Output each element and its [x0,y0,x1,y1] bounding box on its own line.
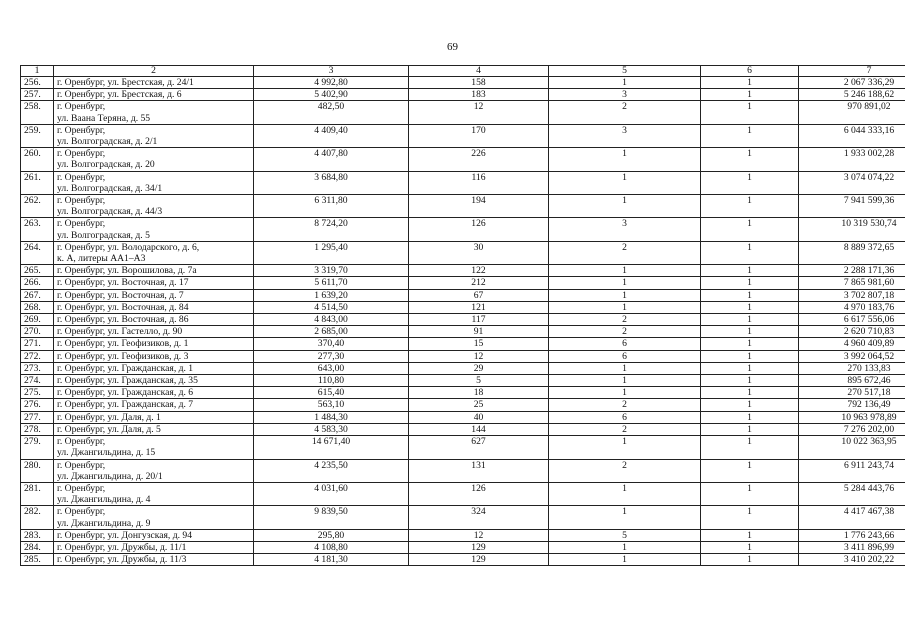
cost-cell: 5 284 443,76 [799,482,905,505]
address-cell: г. Оренбург, ул. Дружбы, д. 11/1 [54,541,254,553]
value-cell: 1 [701,506,799,529]
area-cell: 3 319,70 [254,265,409,277]
header-cell: 5 [549,66,701,77]
address-cell: г. Оренбург, ул. Джангильдина, д. 20/1 [54,459,254,482]
area-cell: 1 639,20 [254,289,409,301]
area-cell: 14 671,40 [254,436,409,459]
row-number-cell: 266. [21,277,54,289]
table-row [21,423,905,435]
row-number-cell: 273. [21,362,54,374]
table-row [21,101,905,124]
address-cell: г. Оренбург, ул. Даля, д. 1 [54,411,254,423]
count-cell: 126 [409,482,549,505]
count-cell: 226 [409,148,549,171]
cost-cell: 6 044 333,16 [799,124,905,147]
value-cell: 1 [549,541,701,553]
cost-cell: 2 288 171,36 [799,265,905,277]
cost-cell: 270 517,18 [799,387,905,399]
value-cell: 1 [701,529,799,541]
table-row [21,314,905,326]
cost-cell: 3 411 896,99 [799,541,905,553]
count-cell: 212 [409,277,549,289]
value-cell: 2 [549,326,701,338]
value-cell: 1 [701,423,799,435]
area-cell: 277,30 [254,350,409,362]
value-cell: 1 [549,277,701,289]
table-row [21,148,905,171]
address-cell: г. Оренбург, ул. Гражданская, д. 35 [54,375,254,387]
address-cell: г. Оренбург, ул. Дружбы, д. 11/3 [54,554,254,566]
row-number-cell: 269. [21,314,54,326]
table-row [21,301,905,313]
value-cell: 1 [701,436,799,459]
value-cell: 1 [549,301,701,313]
area-cell: 1 484,30 [254,411,409,423]
area-cell: 110,80 [254,375,409,387]
area-cell: 295,80 [254,529,409,541]
count-cell: 129 [409,541,549,553]
table-row [21,436,905,459]
row-number-cell: 265. [21,265,54,277]
address-cell: г. Оренбург, ул. Ваана Теряна, д. 55 [54,101,254,124]
count-cell: 91 [409,326,549,338]
row-number-cell: 263. [21,218,54,241]
count-cell: 121 [409,301,549,313]
address-cell: г. Оренбург, ул. Гражданская, д. 6 [54,387,254,399]
count-cell: 122 [409,265,549,277]
table-row [21,326,905,338]
cost-cell: 2 067 336,29 [799,77,905,89]
value-cell: 1 [701,241,799,264]
row-number-cell: 282. [21,506,54,529]
table-row [21,77,905,89]
value-cell: 1 [701,362,799,374]
row-number-cell: 268. [21,301,54,313]
area-cell: 4 235,50 [254,459,409,482]
value-cell: 5 [549,529,701,541]
cost-cell: 1 776 243,66 [799,529,905,541]
row-number-cell: 283. [21,529,54,541]
area-cell: 4 843,00 [254,314,409,326]
count-cell: 144 [409,423,549,435]
area-cell: 370,40 [254,338,409,350]
value-cell: 1 [701,541,799,553]
cost-cell: 6 617 556,06 [799,314,905,326]
count-cell: 25 [409,399,549,411]
table-row [21,529,905,541]
value-cell: 1 [701,171,799,194]
count-cell: 12 [409,529,549,541]
value-cell: 1 [549,289,701,301]
value-cell: 1 [549,195,701,218]
header-cell: 4 [409,66,549,77]
value-cell: 1 [701,411,799,423]
address-cell: г. Оренбург, ул. Гражданская, д. 1 [54,362,254,374]
area-cell: 615,40 [254,387,409,399]
housing-register-table [20,65,905,566]
row-number-cell: 258. [21,101,54,124]
value-cell: 1 [549,506,701,529]
count-cell: 40 [409,411,549,423]
table-row [21,350,905,362]
address-cell: г. Оренбург, ул. Брестская, д. 24/1 [54,77,254,89]
table-row [21,124,905,147]
value-cell: 1 [701,399,799,411]
cost-cell: 3 410 202,22 [799,554,905,566]
count-cell: 67 [409,289,549,301]
count-cell: 126 [409,218,549,241]
address-cell: г. Оренбург, ул. Геофизиков, д. 1 [54,338,254,350]
row-number-cell: 276. [21,399,54,411]
header-cell: 3 [254,66,409,77]
cost-cell: 4 417 467,38 [799,506,905,529]
table-row [21,541,905,553]
row-number-cell: 279. [21,436,54,459]
table-row [21,171,905,194]
cost-cell: 970 891,02 [799,101,905,124]
value-cell: 3 [549,89,701,101]
value-cell: 1 [701,218,799,241]
area-cell: 5 402,90 [254,89,409,101]
area-cell: 4 514,50 [254,301,409,313]
count-cell: 194 [409,195,549,218]
address-cell: г. Оренбург, ул. Джангильдина, д. 15 [54,436,254,459]
cost-cell: 5 246 188,62 [799,89,905,101]
cost-cell: 6 911 243,74 [799,459,905,482]
table-row [21,362,905,374]
address-cell: г. Оренбург, ул. Ворошилова, д. 7а [54,265,254,277]
table-body [21,77,905,566]
address-cell: г. Оренбург, ул. Восточная, д. 86 [54,314,254,326]
area-cell: 3 684,80 [254,171,409,194]
value-cell: 1 [701,101,799,124]
value-cell: 2 [549,101,701,124]
value-cell: 3 [549,218,701,241]
value-cell: 1 [701,554,799,566]
value-cell: 3 [549,124,701,147]
area-cell: 563,10 [254,399,409,411]
address-cell: г. Оренбург, ул. Восточная, д. 84 [54,301,254,313]
area-cell: 4 992,80 [254,77,409,89]
area-cell: 9 839,50 [254,506,409,529]
value-cell: 1 [701,265,799,277]
value-cell: 1 [549,77,701,89]
row-number-cell: 275. [21,387,54,399]
header-cell: 6 [701,66,799,77]
header-row [21,66,905,77]
table-row [21,89,905,101]
value-cell: 2 [549,423,701,435]
value-cell: 1 [549,265,701,277]
value-cell: 1 [549,171,701,194]
table-row [21,387,905,399]
count-cell: 131 [409,459,549,482]
row-number-cell: 285. [21,554,54,566]
address-cell: г. Оренбург, ул. Джангильдина, д. 9 [54,506,254,529]
area-cell: 8 724,20 [254,218,409,241]
value-cell: 6 [549,411,701,423]
value-cell: 1 [549,375,701,387]
table-row [21,241,905,264]
value-cell: 2 [549,241,701,264]
row-number-cell: 270. [21,326,54,338]
table-row [21,195,905,218]
value-cell: 1 [701,375,799,387]
row-number-cell: 277. [21,411,54,423]
row-number-cell: 256. [21,77,54,89]
area-cell: 4 181,30 [254,554,409,566]
area-cell: 4 108,80 [254,541,409,553]
table-row [21,218,905,241]
row-number-cell: 261. [21,171,54,194]
table-row [21,459,905,482]
row-number-cell: 260. [21,148,54,171]
value-cell: 1 [701,314,799,326]
cost-cell: 4 970 183,76 [799,301,905,313]
cost-cell: 7 276 202,00 [799,423,905,435]
row-number-cell: 274. [21,375,54,387]
value-cell: 1 [701,77,799,89]
address-cell: г. Оренбург, ул. Гражданская, д. 7 [54,399,254,411]
value-cell: 1 [549,554,701,566]
row-number-cell: 267. [21,289,54,301]
area-cell: 4 031,60 [254,482,409,505]
count-cell: 183 [409,89,549,101]
value-cell: 1 [701,326,799,338]
cost-cell: 3 992 064,52 [799,350,905,362]
value-cell: 1 [701,482,799,505]
address-cell: г. Оренбург, ул. Джангильдина, д. 4 [54,482,254,505]
count-cell: 170 [409,124,549,147]
cost-cell: 3 074 074,22 [799,171,905,194]
cost-cell: 1 933 002,28 [799,148,905,171]
value-cell: 1 [701,387,799,399]
area-cell: 1 295,40 [254,241,409,264]
table-row [21,399,905,411]
count-cell: 12 [409,101,549,124]
value-cell: 1 [701,195,799,218]
address-cell: г. Оренбург, ул. Володарского, д. 6, к. А, литеры АА1–А3 [54,241,254,264]
value-cell: 1 [701,89,799,101]
address-cell: г. Оренбург, ул. Восточная, д. 17 [54,277,254,289]
table-row [21,265,905,277]
count-cell: 29 [409,362,549,374]
cost-cell: 3 702 807,18 [799,289,905,301]
cost-cell: 4 960 409,89 [799,338,905,350]
table-row [21,289,905,301]
count-cell: 116 [409,171,549,194]
area-cell: 643,00 [254,362,409,374]
value-cell: 1 [701,124,799,147]
value-cell: 1 [549,387,701,399]
value-cell: 1 [549,148,701,171]
address-cell: г. Оренбург, ул. Гастелло, д. 90 [54,326,254,338]
count-cell: 627 [409,436,549,459]
header-cell: 7 [799,66,905,77]
value-cell: 1 [549,436,701,459]
value-cell: 1 [701,459,799,482]
value-cell: 1 [549,482,701,505]
address-cell: г. Оренбург, ул. Волгоградская, д. 2/1 [54,124,254,147]
header-cell: 2 [54,66,254,77]
count-cell: 30 [409,241,549,264]
address-cell: г. Оренбург, ул. Геофизиков, д. 3 [54,350,254,362]
cost-cell: 7 865 981,60 [799,277,905,289]
address-cell: г. Оренбург, ул. Восточная, д. 7 [54,289,254,301]
cost-cell: 270 133,83 [799,362,905,374]
cost-cell: 8 889 372,65 [799,241,905,264]
row-number-cell: 272. [21,350,54,362]
header-cell: 1 [21,66,54,77]
table-row [21,375,905,387]
count-cell: 18 [409,387,549,399]
value-cell: 1 [701,289,799,301]
table-row [21,338,905,350]
cost-cell: 10 022 363,95 [799,436,905,459]
cost-cell: 2 620 710,83 [799,326,905,338]
value-cell: 1 [701,277,799,289]
table-row [21,482,905,505]
area-cell: 6 311,80 [254,195,409,218]
count-cell: 158 [409,77,549,89]
value-cell: 1 [701,338,799,350]
address-cell: г. Оренбург, ул. Волгоградская, д. 44/3 [54,195,254,218]
value-cell: 1 [701,350,799,362]
row-number-cell: 284. [21,541,54,553]
table-row [21,411,905,423]
page-number: 69 [447,41,458,53]
value-cell: 2 [549,459,701,482]
count-cell: 324 [409,506,549,529]
cost-cell: 7 941 599,36 [799,195,905,218]
address-cell: г. Оренбург, ул. Брестская, д. 6 [54,89,254,101]
table-row [21,506,905,529]
cost-cell: 10 963 978,89 [799,411,905,423]
value-cell: 1 [549,362,701,374]
area-cell: 4 407,80 [254,148,409,171]
address-cell: г. Оренбург, ул. Волгоградская, д. 5 [54,218,254,241]
value-cell: 6 [549,350,701,362]
row-number-cell: 259. [21,124,54,147]
cost-cell: 792 136,49 [799,399,905,411]
area-cell: 2 685,00 [254,326,409,338]
row-number-cell: 278. [21,423,54,435]
value-cell: 6 [549,338,701,350]
cost-cell: 895 672,46 [799,375,905,387]
cost-cell: 10 319 530,74 [799,218,905,241]
row-number-cell: 280. [21,459,54,482]
count-cell: 12 [409,350,549,362]
row-number-cell: 281. [21,482,54,505]
area-cell: 4 583,30 [254,423,409,435]
address-cell: г. Оренбург, ул. Даля, д. 5 [54,423,254,435]
address-cell: г. Оренбург, ул. Донгузская, д. 94 [54,529,254,541]
table-row [21,277,905,289]
value-cell: 2 [549,399,701,411]
value-cell: 2 [549,314,701,326]
count-cell: 15 [409,338,549,350]
area-cell: 5 611,70 [254,277,409,289]
address-cell: г. Оренбург, ул. Волгоградская, д. 34/1 [54,171,254,194]
area-cell: 4 409,40 [254,124,409,147]
area-cell: 482,50 [254,101,409,124]
row-number-cell: 264. [21,241,54,264]
row-number-cell: 257. [21,89,54,101]
value-cell: 1 [701,148,799,171]
count-cell: 5 [409,375,549,387]
count-cell: 129 [409,554,549,566]
row-number-cell: 271. [21,338,54,350]
address-cell: г. Оренбург, ул. Волгоградская, д. 20 [54,148,254,171]
value-cell: 1 [701,301,799,313]
count-cell: 117 [409,314,549,326]
row-number-cell: 262. [21,195,54,218]
table-row [21,554,905,566]
